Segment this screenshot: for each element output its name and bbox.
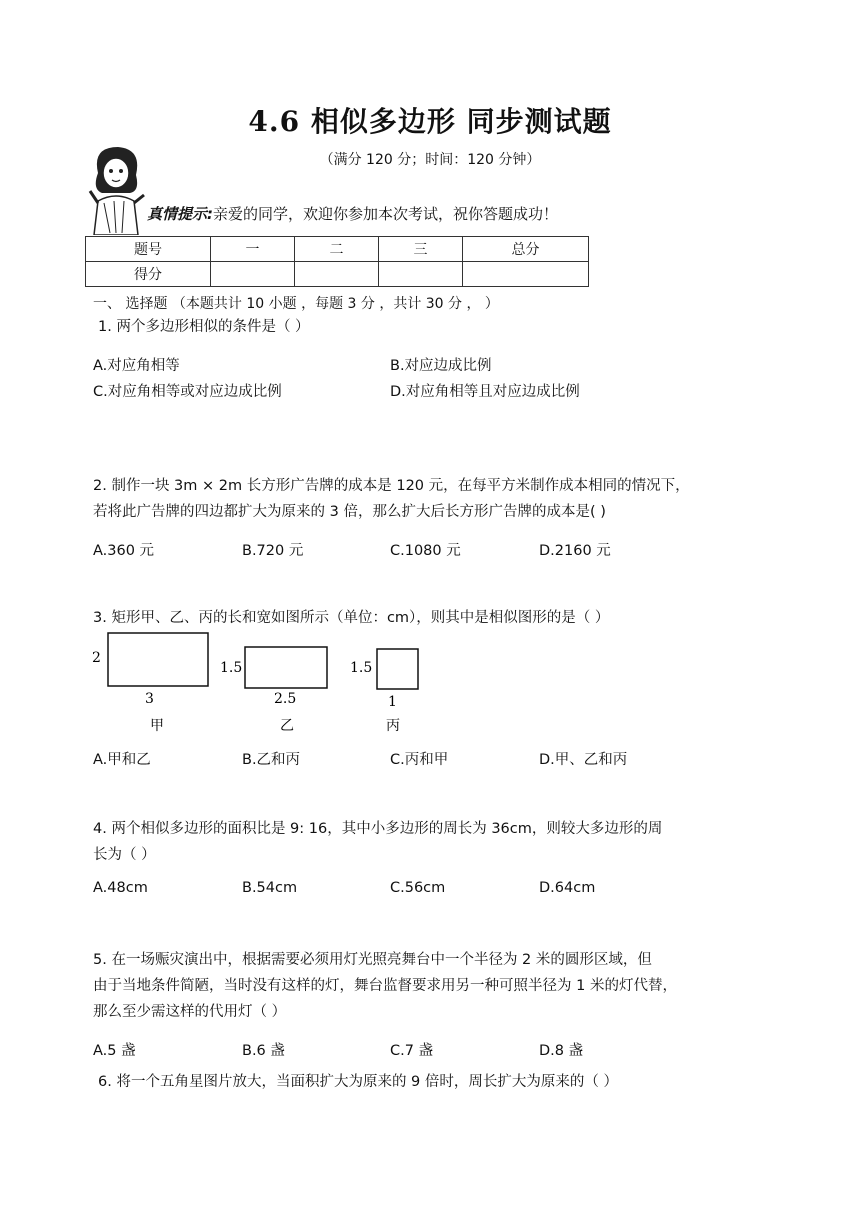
question-5-line-2: 由于当地条件简陋，当时没有这样的灯，舞台监督要求用另一种可照半径为 1 米的灯代替， [93, 978, 677, 994]
rect-yi [220, 647, 327, 734]
option-b: B.54cm [242, 880, 298, 896]
option-d: D.2160 元 [539, 543, 611, 559]
rect-bing [350, 649, 418, 734]
tip-text: 亲爱的同学，欢迎你参加本次考试，祝你答题成功！ [213, 205, 559, 223]
option-c: C.7 盏 [390, 1043, 434, 1059]
score-header-cell: 二 [295, 237, 379, 262]
question-6: 6. 将一个五角星图片放大，当面积扩大为原来的 9 倍时，周长扩大为原来的（ ） [98, 1074, 618, 1090]
question-1: 1. 两个多边形相似的条件是（ ） [98, 319, 310, 335]
option-a: A.48cm [93, 880, 148, 896]
rect-jia-name: 甲 [150, 718, 164, 734]
score-header-cell: 总分 [463, 237, 589, 262]
page-title: 4.6 相似多边形 同步测试题 [248, 105, 612, 138]
option-b: B.乙和丙 [242, 752, 301, 768]
option-d: D.64cm [539, 880, 596, 896]
score-cell[interactable] [211, 262, 295, 287]
exam-subtitle: （满分 120 分；时间：120 分钟） [319, 152, 541, 168]
question-4-line-1: 4. 两个相似多边形的面积比是 9: 16，其中小多边形的周长为 36cm，则较大多边形的周 [93, 821, 663, 837]
score-row-label: 得分 [86, 262, 211, 287]
rect-yi-width-label: 2.5 [274, 691, 297, 707]
option-b: B.6 盏 [242, 1043, 285, 1059]
rectangles-figure [90, 630, 450, 735]
section-heading: 一、 选择题 （本题共计 10 小题 ，每题 3 分 ，共计 30 分 ， ） [93, 296, 499, 312]
question-2-line-2: 若将此广告牌的四边都扩大为原来的 3 倍，那么扩大后长方形广告牌的成本是( ) [93, 504, 606, 520]
score-header-cell: 三 [379, 237, 463, 262]
question-5-line-1: 5. 在一场赈灾演出中，根据需要必须用灯光照亮舞台中一个半径为 2 米的圆形区域，但 [93, 952, 652, 968]
score-cell[interactable] [379, 262, 463, 287]
score-cell[interactable] [463, 262, 589, 287]
rect-bing-name: 丙 [386, 718, 400, 734]
tip-label: 真情提示: [147, 205, 213, 223]
score-header-cell: 一 [211, 237, 295, 262]
option-d: D.对应角相等且对应边成比例 [390, 384, 580, 400]
question-4-line-2: 长为（ ） [93, 847, 156, 863]
rect-yi-name: 乙 [280, 718, 294, 734]
rect-yi-height-label: 1.5 [220, 660, 243, 676]
rect-jia-width-label: 3 [145, 691, 154, 707]
option-c: C.对应角相等或对应边成比例 [93, 384, 282, 400]
score-table [85, 236, 589, 287]
option-a: A.甲和乙 [93, 752, 151, 768]
score-row [86, 262, 589, 287]
rect-jia [92, 633, 208, 734]
option-b: B.720 元 [242, 543, 304, 559]
option-c: C.丙和甲 [390, 752, 449, 768]
option-a: A.对应角相等 [93, 358, 180, 374]
option-c: C.56cm [390, 880, 446, 896]
question-5-line-3: 那么至少需这样的代用灯（ ） [93, 1004, 287, 1020]
option-a: A.360 元 [93, 543, 155, 559]
option-d: D.甲、乙和丙 [539, 752, 628, 768]
rect-jia-height-label: 2 [92, 650, 101, 666]
option-c: C.1080 元 [390, 543, 461, 559]
tip-line [147, 203, 558, 224]
score-header-cell: 题号 [86, 237, 211, 262]
score-cell[interactable] [295, 262, 379, 287]
option-b: B.对应边成比例 [390, 358, 492, 374]
teacher-cartoon-icon [84, 143, 146, 235]
question-3: 3. 矩形甲、乙、丙的长和宽如图所示（单位：cm），则其中是相似图形的是（ ） [93, 610, 610, 626]
score-header-row [86, 237, 589, 262]
option-a: A.5 盏 [93, 1043, 136, 1059]
question-2-line-1: 2. 制作一块 3m × 2m 长方形广告牌的成本是 120 元，在每平方米制作成本相同的情况下， [93, 478, 690, 494]
option-d: D.8 盏 [539, 1043, 584, 1059]
rect-bing-width-label: 1 [388, 694, 397, 710]
rect-bing-height-label: 1.5 [350, 660, 373, 676]
